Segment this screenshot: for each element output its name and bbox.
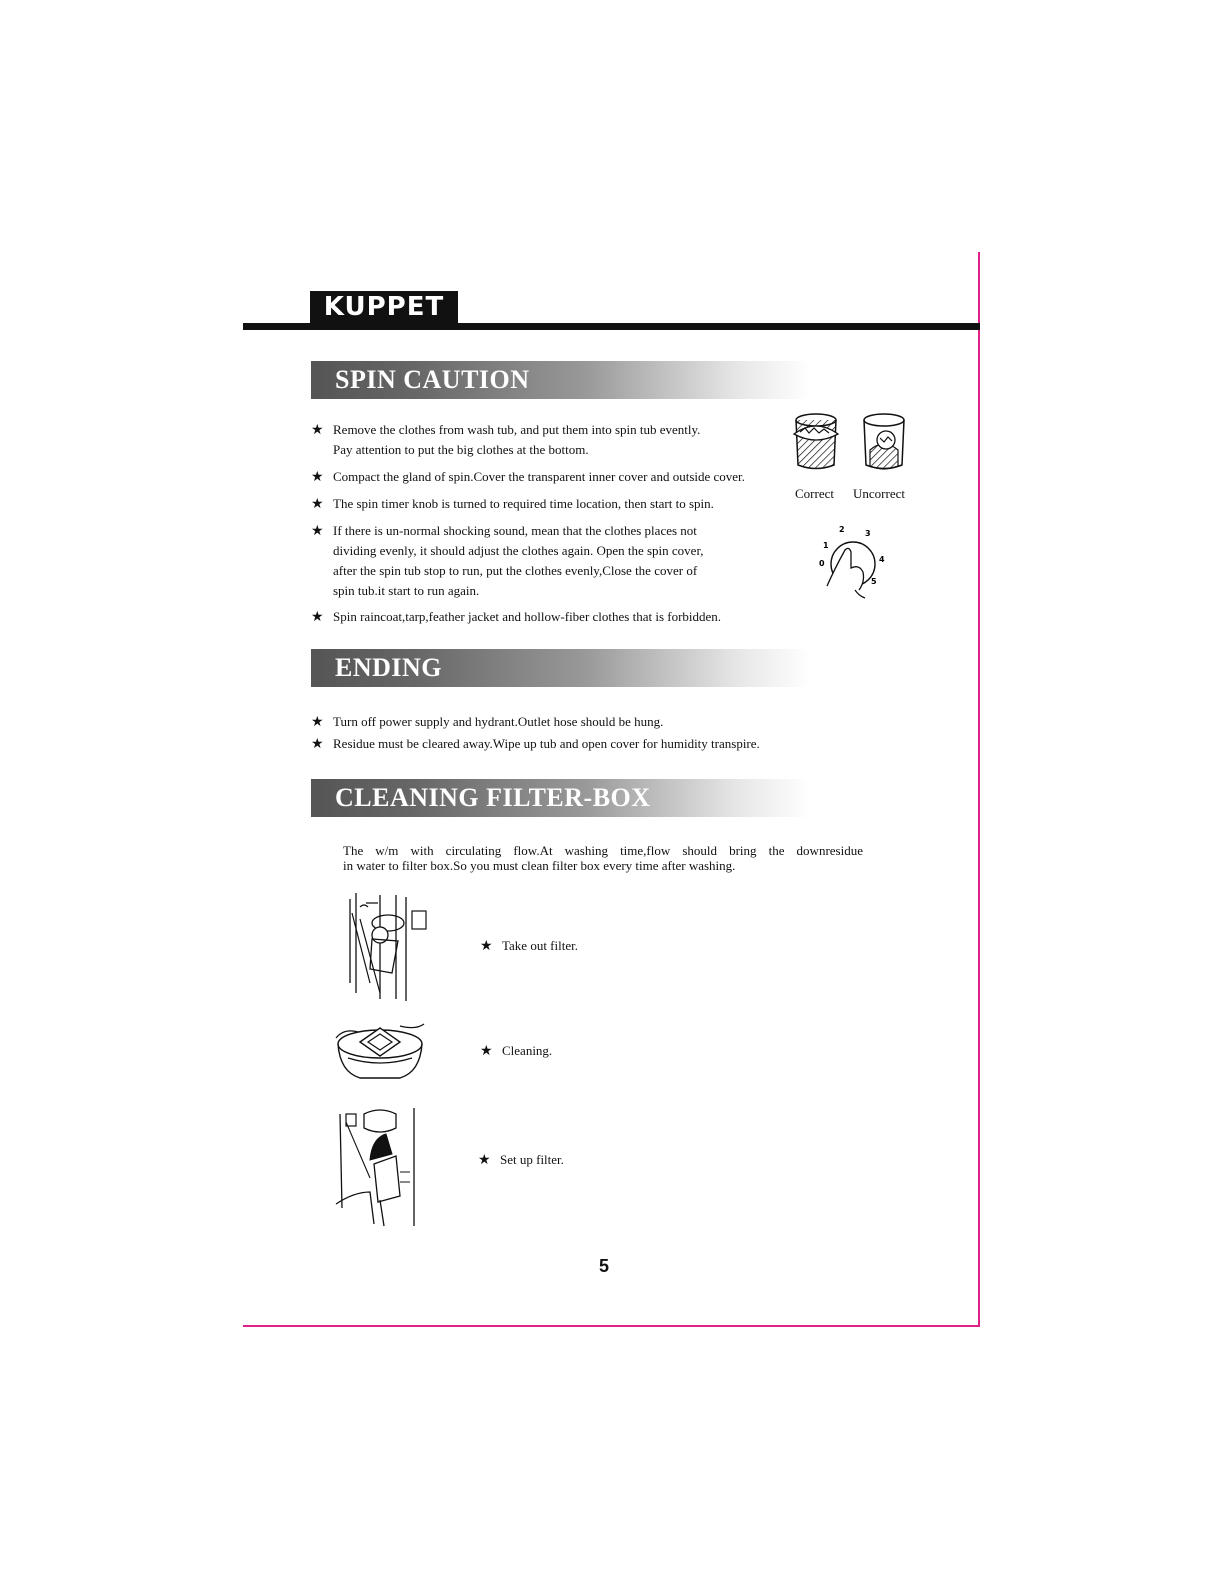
star-icon: ★ — [311, 523, 324, 539]
list-item-line: Spin raincoat,tarp,feather jacket and hollow-fiber clothes that is forbidden. — [333, 609, 722, 624]
spin-tub-illustration — [788, 410, 918, 480]
header-rule — [243, 323, 980, 330]
dial-tick-3: 3 — [865, 529, 871, 538]
list-item-line: spin tub.it start to run again. — [333, 583, 480, 598]
section-title: SPIN CAUTION — [335, 365, 530, 394]
star-icon: ★ — [311, 496, 324, 512]
uncorrect-tub-icon — [864, 414, 904, 469]
cleaning-intro-line-1: The w/m with circulating flow.At washing time,flow should bring the downresidue — [343, 843, 863, 858]
caption-uncorrect: Uncorrect — [853, 486, 905, 501]
set-up-filter-illustration — [334, 1108, 424, 1230]
list-item-line: dividing evenly, it should adjust the clothes again. Open the spin cover, — [333, 543, 704, 558]
list-item-line: Turn off power supply and hydrant.Outlet hose should be hung. — [333, 714, 664, 729]
star-icon: ★ — [311, 609, 324, 625]
section-title: CLEANING FILTER-BOX — [335, 783, 651, 812]
dial-tick-5: 5 — [871, 577, 877, 586]
step-label: Set up filter. — [500, 1152, 564, 1167]
cleaning-intro-line-2: in water to filter box.So you must clean filter box every time after washing. — [343, 858, 736, 873]
star-icon: ★ — [311, 714, 324, 730]
step-label: Cleaning. — [502, 1043, 553, 1058]
caption-correct: Correct — [795, 486, 834, 501]
list-item-line: Pay attention to put the big clothes at the bottom. — [333, 442, 589, 457]
page-border-right — [978, 252, 980, 1327]
list-item-line: Remove the clothes from wash tub, and put them into spin tub evently. — [333, 422, 701, 437]
list-item-line: Residue must be cleared away.Wipe up tub and open cover for humidity transpire. — [333, 736, 760, 751]
page-border-bottom — [243, 1325, 980, 1327]
take-out-filter-illustration — [340, 893, 440, 1005]
brand-logo: KUPPET — [310, 291, 458, 324]
dial-tick-4: 4 — [879, 555, 885, 564]
section-header-spin-caution — [311, 361, 811, 399]
dial-tick-1: 1 — [823, 541, 829, 550]
list-item-line: Compact the gland of spin.Cover the transparent inner cover and outside cover. — [333, 469, 745, 484]
page-number: 5 — [599, 1256, 610, 1276]
section-title: ENDING — [335, 653, 443, 682]
dial-tick-2: 2 — [839, 525, 845, 534]
list-item-line: The spin timer knob is turned to required time location, then start to spin. — [333, 496, 714, 511]
star-icon: ★ — [311, 736, 324, 752]
correct-tub-icon — [794, 414, 838, 469]
list-item-line: If there is un-normal shocking sound, mean that the clothes places not — [333, 523, 697, 538]
section-header-cleaning-filter-box — [311, 779, 811, 817]
star-icon: ★ — [480, 938, 493, 954]
cleaning-filter-illustration — [330, 1020, 430, 1092]
section-header-ending — [311, 649, 811, 687]
star-icon: ★ — [311, 469, 324, 485]
star-icon: ★ — [480, 1043, 493, 1059]
list-item-line: after the spin tub stop to run, put the clothes evenly,Close the cover of — [333, 563, 698, 578]
star-icon: ★ — [311, 422, 324, 438]
step-label: Take out filter. — [502, 938, 578, 953]
star-icon: ★ — [478, 1152, 491, 1168]
timer-dial-icon — [815, 525, 895, 600]
dial-tick-0: 0 — [819, 559, 825, 568]
